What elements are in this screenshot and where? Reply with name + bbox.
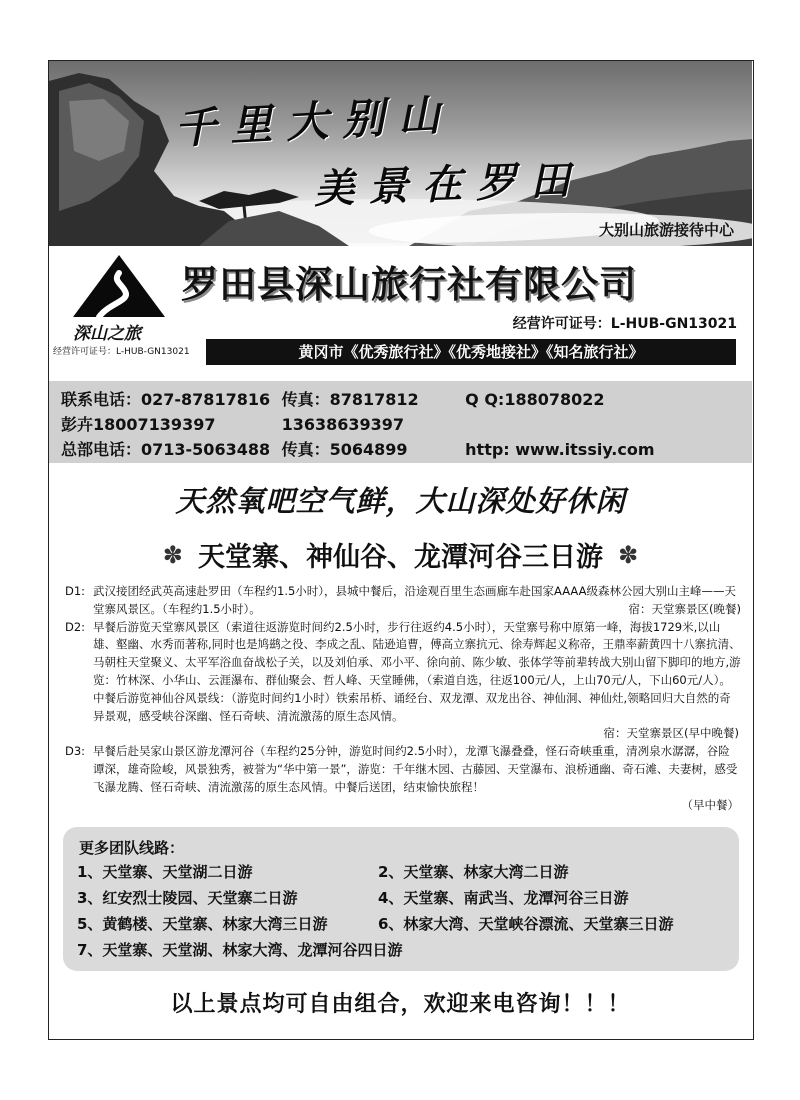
day-description: 早餐后赴吴家山景区游龙潭河谷（车程约25分钟，游览时间约2.5小时），龙潭飞瀑叠叠，怪石奇峡重重，清冽泉水潺潺，谷险谭深，雄奇险峻，风景独秀，被誉为“华中第一景”，游览：千年继木园、古藤园、天堂瀑布、浪桥通幽、奇石滩、夫妻树，感受飞瀑龙腾、怪石奇峡、清流激荡的原生态风情。中餐后送团，结束愉快旅程！ bbox=[93, 744, 738, 794]
contact-row-3 bbox=[61, 437, 655, 460]
website-link[interactable]: http: www.itssiy.com bbox=[465, 440, 655, 459]
banner bbox=[49, 61, 752, 246]
route-item: 5、黄鹤楼、天堂寨、林家大湾三日游 bbox=[77, 915, 328, 933]
more-routes-title: 更多团队线路： bbox=[79, 839, 185, 857]
mountain-logo-icon bbox=[69, 251, 169, 321]
flower-icon: ✽ bbox=[618, 540, 639, 569]
company-license-number: 经营许可证号：L-HUB-GN13021 bbox=[512, 316, 737, 332]
calligraphy-line-2: 美景在罗田 bbox=[313, 156, 585, 213]
day-label: D1: bbox=[65, 584, 86, 598]
hq-fax-number: 传真：5064899 bbox=[281, 440, 408, 459]
company-name: 罗田县深山旅行社有限公司 bbox=[181, 263, 637, 306]
more-routes-panel bbox=[63, 827, 739, 971]
slogan: 天然氧吧空气鲜，大山深处好休闲 bbox=[175, 484, 626, 518]
route-item: 7、天堂寨、天堂湖、林家大湾、龙潭河谷四日游 bbox=[77, 941, 403, 959]
day-description: 早餐后游览天堂寨风景区（索道往返游览时间约2.5小时，步行往返约4.5小时），天堂寨号称中原第一峰，海拔1729米,以山雄、壑幽、水秀而著称,同时也是鸠鹚之役、李成之乱、陆逊追曹，傅高立寨抗元、徐寿辉起义称帝，王鼎率薪黄四十八寨抗清、马朝柱天堂聚义、太平军浴血奋战松子关，以及刘伯承、邓小平、徐向前、陈少敏、张体学等前辈转战大别山留下脚印的地方,游览：竹林深、小华山、云涯瀑布、群仙聚会、哲人峰、天堂睡佛，（索道自选，往返100元/人，上山70元/人，下山60元/人）。中餐后游览神仙谷风景线：（游览时间约1小时）铁索吊桥、诵经台、双龙潭、双龙出谷、神仙洞、神仙灶,领略回归大自然的奇异景观，感受峡谷深幽、怪石奇峡、清流激荡的原生态风情。 bbox=[93, 619, 741, 723]
day-accommodation: 宿：天堂寨景区(晚餐) bbox=[628, 601, 741, 616]
contact-row-2 bbox=[61, 412, 404, 435]
contact-row-1 bbox=[61, 387, 605, 410]
person-phone-1: 彭卉18007139397 bbox=[61, 415, 216, 434]
itinerary bbox=[65, 583, 741, 814]
qq-number: Q Q:188078022 bbox=[465, 390, 605, 409]
route-item: 1、天堂寨、天堂湖二日游 bbox=[77, 863, 253, 881]
route-item: 6、林家大湾、天堂峡谷漂流、天堂寨三日游 bbox=[378, 915, 674, 933]
hq-phone-number: 总部电话：0713-5063488 bbox=[61, 440, 271, 459]
calligraphy-line-1: 千里大别山 bbox=[173, 89, 456, 154]
contact-panel bbox=[49, 381, 752, 463]
awards-banner: 黄冈市《优秀旅行社》《优秀地接社》《知名旅行社》 bbox=[206, 339, 736, 365]
itinerary-day-3 bbox=[65, 743, 741, 814]
route-item: 4、天堂寨、南武当、龙潭河谷三日游 bbox=[378, 889, 629, 907]
day-description: 武汉接团经武英高速赴罗田（车程约1.5小时），县城中餐后，沿途观百里生态画廊车赴国家AAAA级森林公园大别山主峰——天堂寨风景区。（车程约1.5小时）。 bbox=[93, 584, 736, 616]
phone-number: 联系电话：027-87817816 bbox=[61, 390, 271, 409]
flower-icon: ✽ bbox=[162, 540, 183, 569]
route-item: 2、天堂寨、林家大湾二日游 bbox=[378, 863, 569, 881]
route-item: 3、红安烈士陵园、天堂寨二日游 bbox=[77, 889, 298, 907]
day-label: D2: bbox=[65, 619, 86, 634]
day-label: D3: bbox=[65, 744, 86, 759]
logo-caption: 深山之旅 bbox=[73, 324, 141, 344]
person-phone-2: 13638639397 bbox=[281, 415, 405, 434]
footer-call-to-action: 以上景点均可自由组合，欢迎来电咨询！！！ bbox=[170, 992, 631, 1017]
reception-center-name: 大别山旅游接待中心 bbox=[598, 221, 734, 239]
day-meals: （早中餐） bbox=[681, 797, 739, 812]
day-accommodation: 宿：天堂寨景区(早中晚餐) bbox=[603, 726, 739, 741]
fax-number: 传真：87817812 bbox=[281, 390, 419, 409]
itinerary-day-1 bbox=[65, 583, 741, 619]
logo-license-number: 经营许可证号：L-HUB-GN13021 bbox=[53, 347, 190, 357]
itinerary-day-2 bbox=[65, 619, 741, 744]
flyer-frame bbox=[48, 60, 754, 1040]
tour-title: 天堂寨、神仙谷、龙潭河谷三日游 bbox=[198, 542, 603, 573]
tour-title-row bbox=[49, 535, 752, 574]
